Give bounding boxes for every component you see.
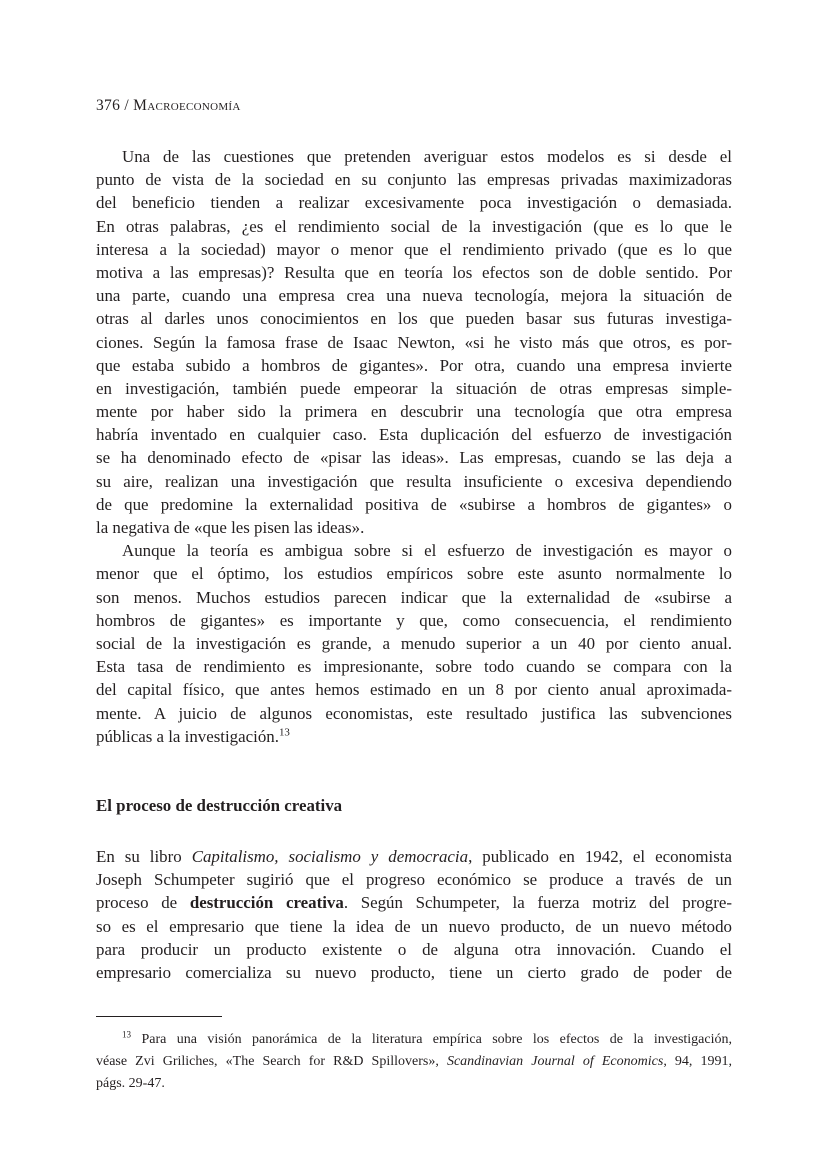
text-line: punto de vista de la sociedad en su conjunto las empresas privadas maximizadoras: [96, 170, 732, 190]
text-line: del capital físico, que antes hemos estimado en un 8 por ciento anual aproximada-: [96, 680, 732, 700]
text-line: para producir un producto existente o de alguna otra innovación. Cuando el: [96, 939, 732, 959]
text-line: [96, 845, 732, 868]
text-line: mente por haber sido la primera en descubrir una tecnología que otra empresa: [96, 402, 732, 422]
text-line: so es el empresario que tiene la idea de un nuevo producto, de un nuevo método: [96, 916, 732, 936]
text-line: motiva a las empresas)? Resulta que en teoría los efectos son de doble sentido. Por: [96, 262, 732, 282]
text-line: [96, 725, 732, 748]
footnote: [96, 1029, 732, 1095]
text-line: otras al darles unos conocimientos en los que pueden basar sus futuras investiga-: [96, 309, 732, 329]
section-body-text: [96, 845, 732, 984]
text-line: son menos. Muchos estudios parecen indicar que la externalidad de «subirse a: [96, 587, 732, 607]
text-line: Una de las cuestiones que pretenden averiguar estos modelos es si desde el: [122, 147, 732, 166]
footnote-marker: 13: [122, 1029, 132, 1040]
footnote-divider: [96, 1016, 222, 1017]
text-span: En su libro: [96, 847, 192, 866]
paragraph: [96, 145, 732, 539]
book-title: Macroeconomía: [133, 97, 241, 114]
text-line: Joseph Schumpeter sugirió que el progreso económico se produce a través de un: [96, 870, 732, 890]
text-line: en investigación, también puede empeorar la situación de otras empresas simple-: [96, 378, 732, 398]
text-span: públicas a la investigación.: [96, 726, 279, 746]
italic-text: Capitalismo, socialismo y democracia: [191, 847, 469, 866]
text-line: menor que el óptimo, los estudios empíricos sobre este asunto normalmente lo: [96, 564, 732, 584]
running-header: [96, 97, 241, 115]
text-line: empresario comercializa su nuevo producto, tiene un cierto grado de poder de: [96, 962, 732, 982]
text-line: se ha denominado efecto de «pisar las ideas». Las empresas, cuando se las deja a: [96, 448, 732, 468]
text-line: [96, 1029, 732, 1051]
italic-text: Scandinavian Journal of Economics: [446, 1054, 664, 1069]
text-line: social de la investigación es grande, a menudo superior a un 40 por ciento anual.: [96, 633, 732, 653]
text-line: [96, 891, 732, 914]
text-line: En otras palabras, ¿es el rendimiento social de la investigación (que es lo que le: [96, 216, 732, 236]
paragraph: [96, 539, 732, 748]
text-line: Esta tasa de rendimiento es impresionante, sobre todo cuando se compara con la: [96, 657, 732, 677]
paragraph: [96, 1029, 732, 1095]
text-span: Para una visión panorámica de la literatura empírica sobre los efectos de la investigación,: [131, 1032, 732, 1047]
text-line: de que predomine la externalidad positiva de «subirse a hombros de gigantes» o: [96, 494, 732, 514]
text-line: del beneficio tienden a realizar excesivamente poca investigación o demasiada.: [96, 193, 732, 213]
text-line: que estaba subido a hombros de gigantes». Por otra, cuando una empresa invierte: [96, 355, 732, 375]
text-line: su aire, realizan una investigación que resulta insuficiente o excesiva dependiendo: [96, 471, 732, 491]
page-number: 376: [96, 97, 121, 114]
text-span: véase Zvi Griliches, «The Search for R&D Spillovers»,: [96, 1054, 447, 1069]
text-span: . Según Schumpeter, la fuerza motriz del progre-: [343, 893, 732, 913]
text-line: la negativa de «que les pisen las ideas».: [96, 518, 365, 537]
text-line: ciones. Según la famosa frase de Isaac Newton, «si he visto más que otros, es por-: [96, 332, 732, 352]
text-line: Aunque la teoría es ambigua sobre si el esfuerzo de investigación es mayor o: [122, 541, 732, 561]
text-line: mente. A juicio de algunos economistas, este resultado justifica las subvenciones: [96, 703, 732, 723]
text-line: págs. 29-47.: [96, 1076, 165, 1091]
text-span: proceso de: [96, 893, 190, 913]
text-span: , 94, 1991,: [663, 1054, 732, 1069]
text-line: habría inventado en cualquier caso. Esta duplicación del esfuerzo de investigación: [96, 425, 732, 445]
text-line: interesa a la sociedad) mayor o menor que el rendimiento privado (que es lo que: [96, 239, 732, 259]
text-line: hombros de gigantes» es importante y que, como consecuencia, el rendimiento: [96, 610, 732, 630]
bold-term: destrucción creativa: [189, 893, 344, 913]
body-text: [96, 145, 732, 748]
text-span: , publicado en 1942, el economista: [468, 847, 732, 866]
text-line: [96, 1051, 732, 1073]
paragraph: [96, 845, 732, 984]
header-separator: /: [120, 97, 134, 114]
footnote-marker: 13: [278, 726, 290, 739]
section-heading: El proceso de destrucción creativa: [96, 796, 343, 815]
text-line: una parte, cuando una empresa crea una nueva tecnología, mejora la situación de: [96, 286, 732, 306]
